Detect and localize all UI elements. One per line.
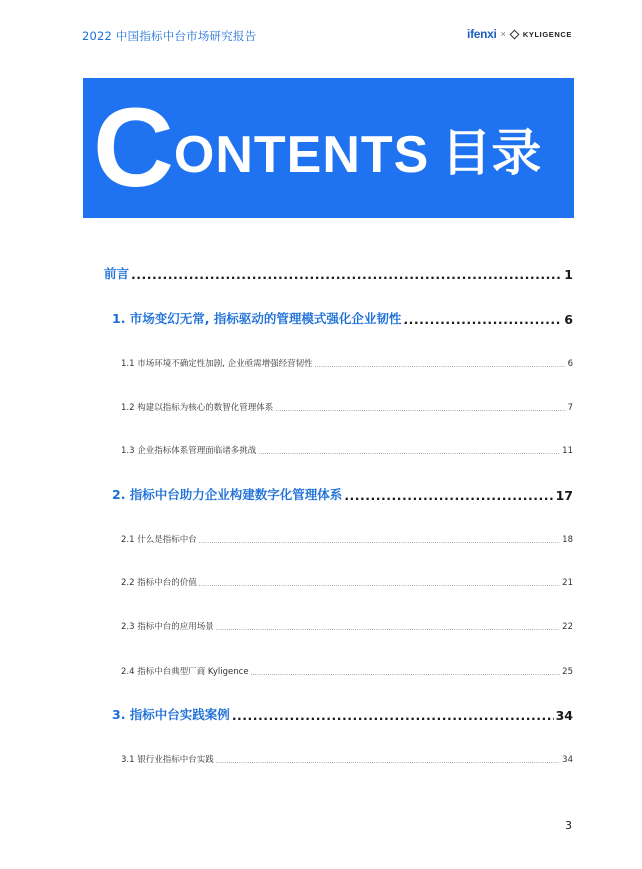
banner-chinese-title: 目录 xyxy=(441,124,542,182)
toc-leader-dots xyxy=(344,488,553,503)
toc-entry-chapter-2[interactable] xyxy=(112,485,573,503)
toc-entry-page: 34 xyxy=(555,708,573,723)
toc-entry-label: 2.2 指标中台的价值 xyxy=(121,578,197,588)
toc-entry-1-2[interactable] xyxy=(121,401,573,413)
toc-leader-dots xyxy=(251,670,561,677)
toc-entry-2-2[interactable] xyxy=(121,576,573,588)
toc-entry-label: 1.3 企业指标体系管理面临诸多挑战 xyxy=(121,446,257,456)
toc-entry-page: 11 xyxy=(562,446,573,456)
toc-entry-page: 6 xyxy=(567,359,573,369)
toc-entry-page: 22 xyxy=(562,622,573,632)
toc-entry-page: 7 xyxy=(567,403,573,413)
toc-entry-1-3[interactable] xyxy=(121,444,573,456)
toc-entry-page: 21 xyxy=(562,578,573,588)
toc-entry-page: 25 xyxy=(562,667,573,677)
toc-leader-dots xyxy=(403,312,562,327)
toc-entry-page: 17 xyxy=(555,488,573,503)
toc-entry-3-1[interactable] xyxy=(121,753,573,765)
toc-leader-dots xyxy=(216,758,560,765)
toc-entry-label: 1. 市场变幻无常, 指标驱动的管理模式强化企业韧性 xyxy=(112,311,402,326)
toc-entry-page: 18 xyxy=(562,535,573,545)
toc-entry-2-1[interactable] xyxy=(121,533,573,545)
toc-entry-chapter-1[interactable] xyxy=(112,309,573,327)
logo-ifenxi: ifenxi xyxy=(467,27,497,41)
toc-leader-dots xyxy=(131,267,562,282)
toc-entry-1-1[interactable] xyxy=(121,357,573,369)
toc-entry-label: 2.3 指标中台的应用场景 xyxy=(121,622,214,632)
toc-entry-label: 1.2 构建以指标为核心的数智化管理体系 xyxy=(121,403,274,413)
toc-leader-dots xyxy=(258,449,560,456)
toc-entry-page: 1 xyxy=(564,267,573,282)
page-number: 3 xyxy=(565,819,572,832)
toc-entry-label: 2. 指标中台助力企业构建数字化管理体系 xyxy=(112,487,343,502)
toc-leader-dots xyxy=(199,581,560,588)
toc-leader-dots xyxy=(232,708,554,723)
toc-leader-dots xyxy=(216,625,560,632)
toc-entry-label: 2.4 指标中台典型厂商 Kyligence xyxy=(121,667,249,677)
toc-entry-page: 34 xyxy=(562,755,573,765)
logo-kyligence: KYLIGENCE xyxy=(522,29,572,39)
toc-leader-dots xyxy=(275,406,565,413)
toc-leader-dots xyxy=(199,538,560,545)
logo-separator: × xyxy=(500,29,506,39)
toc-entry-label: 1.1 市场环境不确定性加剧, 企业亟需增强经营韧性 xyxy=(121,359,313,369)
banner-big-letter: C xyxy=(93,85,172,210)
toc-entry-preface[interactable] xyxy=(104,264,573,282)
toc-entry-label: 2.1 什么是指标中台 xyxy=(121,535,197,545)
toc-entry-2-3[interactable] xyxy=(121,620,573,632)
toc-leader-dots xyxy=(315,362,566,369)
report-header-title: 2022 中国指标中台市场研究报告 xyxy=(82,29,257,43)
toc-entry-page: 6 xyxy=(564,312,573,327)
banner-word: ONTENTS xyxy=(173,126,430,184)
toc-entry-label: 3.1 银行业指标中台实践 xyxy=(121,755,214,765)
toc-entry-label: 前言 xyxy=(104,266,130,281)
toc-entry-label: 3. 指标中台实践案例 xyxy=(112,707,230,722)
toc-entry-chapter-3[interactable] xyxy=(112,705,573,723)
toc-entry-2-4[interactable] xyxy=(121,665,573,677)
